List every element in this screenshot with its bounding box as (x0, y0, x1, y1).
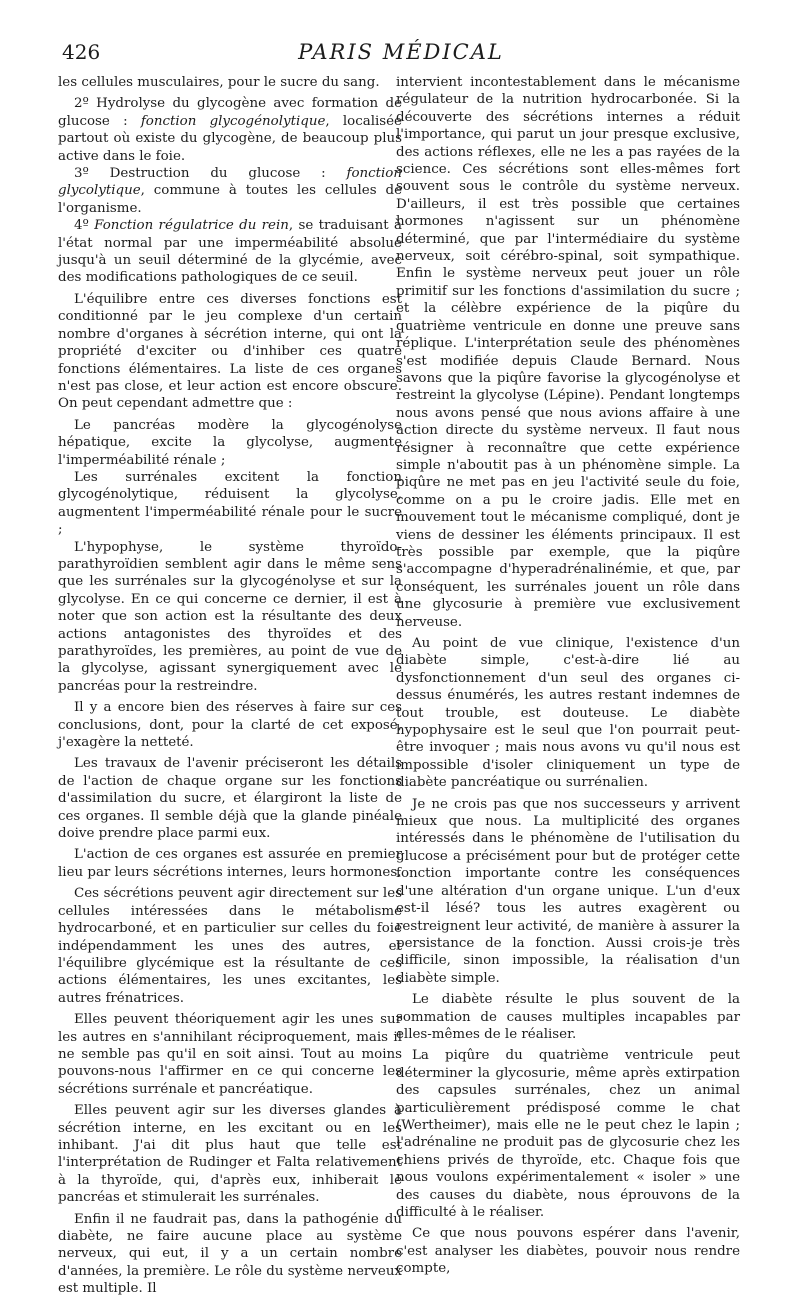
paragraph: L'action de ces organes est assurée en premier lieu par leurs sécrétions internes, leurs hormones. (58, 847, 402, 880)
list-item: 3º Destruction du glucose : fonction glycolytique, commune à toutes les cellules de l'organisme. (58, 166, 402, 216)
paragraph: intervient incontestablement dans le mécanisme régulateur de la nutrition hydrocarbonée. Si la découverte des sécrétions internes a réduit l'importance, qui parut un jour presque exclusive, des actions réflexes, elle ne les a pas rayées de la science. Ces sécrétions sont elles-mêmes fort souvent sous le contrôle du système nerveux. D'ailleurs, il est très possible que certaines hormones n'agissent sur un phénomène déterminé, que par l'intermédiaire du système nerveux, soit cérébro-spinal, soit sympathique. Enfin le système nerveux peut jouer un rôle primitif sur les fonctions d'assimilation du sucre ; et la célèbre expérience de la piqûre du quatrième ventricule en donne une preuve sans réplique. L'interprétation seule des phénomènes s'est modifiée depuis Claude Bernard. Nous savons que la piqûre favorise la glycogénolyse et restreint la glycolyse (Lépine). Pendant longtemps nous avons pensé que nous avions affaire à une action directe du système nerveux. Il faut nous résigner à reconnaître que cette expérience simple n'aboutit pas à un phénomène simple. La piqûre ne met pas en jeu l'activité seule du foie, comme on a pu le croire jadis. Elle met en mouvement tout le mécanisme compliqué, dont je viens de dessiner les éléments principaux. Il est très possible par exemple, que la piqûre s'accompagne d'hyperadrénalinémie, et que, par conséquent, les surrénales jouent un rôle dans une glycosurie à première vue exclusivement nerveuse. (396, 75, 740, 630)
paragraph: Il y a encore bien des réserves à faire sur ces conclusions, dont, pour la clarté de cet exposé, j'exagère la netteté. (58, 700, 402, 751)
list-item: 2º Hydrolyse du glycogène avec formation de glucose : fonction glycogénolytique, localisée partout où existe du glycogène, de beaucoup plus active dans le foie. (58, 96, 402, 164)
page-header (62, 40, 740, 70)
paragraph: Les travaux de l'avenir préciseront les détails de l'action de chaque organe sur les fonctions d'assimilation du sucre, et élargiront la liste de ces organes. Il semble déjà que la glande pinéale doive prendre place parmi eux. (58, 756, 402, 842)
paragraph: Les surrénales excitent la fonction glycogénolytique, réduisent la glycolyse, augmentent l'imperméabilité rénale pour le sucre ; (58, 469, 402, 538)
paragraph: L'hypophyse, le système thyroïdo-parathyroïdien semblent agir dans le même sens que les surrénales sur la glycogénolyse et sur la glycolyse. En ce qui concerne ce dernier, il est à noter que son action est la résultante des deux actions antagonistes des thyroïdes et des parathyroïdes, les premières, au point de vue de la glycolyse, agissant synergiquement avec le pancréas pour la restreindre. (58, 539, 402, 694)
paragraph: La piqûre du quatrième ventricule peut déterminer la glycosurie, même après extirpation des capsules surrénales, chez un animal particulièrement prédisposé comme le chat (Wertheimer), mais elle ne le peut chez le lapin ; l'adrénaline ne produit pas de glycosurie chez les chiens privés de thyroïde, etc. Chaque fois que nous voulons expérimentalement « isoler » une des causes du diabète, nous éprouvons de la difficulté à le réaliser. (396, 1048, 740, 1220)
paragraph: Enfin il ne faudrait pas, dans la pathogénie du diabète, ne faire aucune place au système nerveux, qui eut, il y a un certain nombre d'années, la première. Le rôle du système nerveux est multiple. Il (58, 1211, 402, 1297)
list-item: 4º Fonction régulatrice du rein, se traduisant à l'état normal par une imperméabilité absolue jusqu'à un seuil déterminé de la glycémie, avec des modifications pathologiques de ce seuil. (58, 218, 402, 286)
paragraph: Le diabète résulte le plus souvent de la sommation de causes multiples incapables par elles-mêmes de le réaliser. (396, 992, 740, 1042)
paragraph: Ce que nous pouvons espérer dans l'avenir, c'est analyser les diabètes, pouvoir nous rendre compte, (396, 1226, 740, 1277)
paragraph: Au point de vue clinique, l'existence d'un diabète simple, c'est-à-dire lié au dysfonctionnement d'un seul des organes ci-dessus énumérés, les autres restant indemnes de tout trouble, est douteuse. Le diabète hypophysaire est le seul que l'on pourrait peut-être invoquer ; mais nous avons vu qu'il nous est impossible d'isoler cliniquement un type de diabète pancréatique ou surrénalien. (396, 636, 740, 791)
paragraph: Elles peuvent théoriquement agir les unes sur les autres en s'annihilant réciproquement, mais il ne semble pas qu'il en soit ainsi. Tout au moins pouvons-nous l'affirmer en ce qui concerne les sécrétions surrénale et pancréatique. (58, 1012, 402, 1097)
paragraph: Elles peuvent agir sur les diverses glandes à sécrétion interne, en les excitant ou en les inhibant. J'ai dit plus haut que telle est l'interprétation de Rudinger et Falta relativement à la thyroïde, qui, d'après eux, inhiberait le pancréas et stimulerait les surrénales. (58, 1103, 402, 1206)
running-title: PARIS MÉDICAL (298, 40, 504, 64)
page-number: 426 (62, 40, 101, 64)
paragraph: L'équilibre entre ces diverses fonctions est conditionné par le jeu complexe d'un certain nombre d'organes à sécrétion interne, qui ont la propriété d'exciter ou d'inhiber ces quatre fonctions élémentaires. La liste de ces organes n'est pas close, et leur action est encore obscure. On peut cependant admettre que : (58, 291, 402, 412)
paragraph: Je ne crois pas que nos successeurs y arrivent mieux que nous. La multiplicité des organes intéressés dans le phénomène de l'utilisation du glucose a précisément pour but de protéger cette fonction importante contre les conséquences d'une altération d'un organe unique. L'un d'eux est-il lésé? tous les autres exagèrent ou restreignent leur activité, de manière à assurer la persistance de la fonction. Aussi crois-je très difficile, sinon impossible, la réalisation d'un diabète simple. (396, 796, 740, 986)
left-column (58, 74, 402, 1302)
right-column (396, 74, 740, 1282)
paragraph: Le pancréas modère la glycogénolyse hépatique, excite la glycolyse, augmente l'imperméabilité rénale ; (58, 417, 402, 468)
paragraph: les cellules musculaires, pour le sucre du sang. (58, 75, 380, 90)
paragraph: Ces sécrétions peuvent agir directement sur les cellules intéressées dans le métabolisme hydrocarboné, et en particulier sur celles du foie indépendamment les unes des autres, et l'équilibre glycémique est la résultante de ces actions élémentaires, les unes excitantes, les autres frénatrices. (58, 886, 402, 1006)
